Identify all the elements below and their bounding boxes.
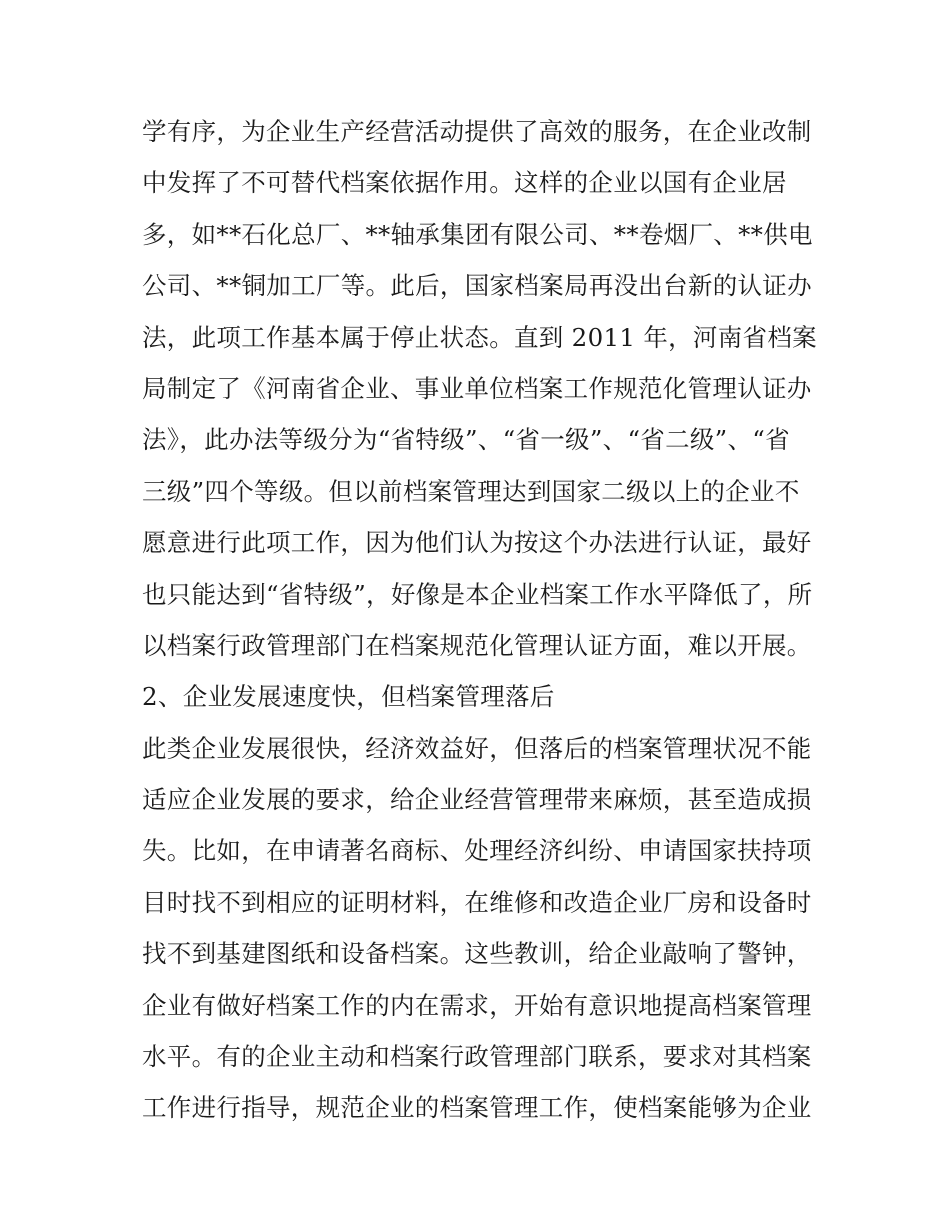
text-line: 目时找不到相应的证明材料，在维修和改造企业厂房和设备时 — [142, 887, 812, 917]
text-line: 学有序，为企业生产经营活动提供了高效的服务，在企业改制 — [142, 117, 812, 146]
text-line: 愿意进行此项工作，因为他们认为按这个办法进行认证，最好 — [142, 528, 812, 558]
text-line: 也只能达到“省特级”，好像是本企业档案工作水平降低了，所 — [142, 579, 813, 609]
text-line: 以档案行政管理部门在档案规范化管理认证方面，难以开展。 — [142, 630, 812, 660]
text-line: 三级”四个等级。但以前档案管理达到国家二级以上的企业不 — [142, 476, 800, 506]
text-line: 此类企业发展很快，经济效益好，但落后的档案管理状况不能 — [142, 733, 812, 763]
text-line: 失。比如，在申请著名商标、处理经济纠纷、申请国家扶持项 — [142, 836, 812, 866]
text-line: 中发挥了不可替代档案依据作用。这样的企业以国有企业居 — [142, 168, 787, 198]
body-text — [142, 106, 822, 1134]
text-line: 局制定了《河南省企业、事业单位档案工作规范化管理认证办 — [142, 373, 812, 403]
text-line: 法》，此办法等级分为“省特级”、“省一级”、“省二级”、“省 — [142, 425, 790, 455]
text-line: 找不到基建图纸和设备档案。这些教训，给企业敲响了警钟， — [142, 939, 812, 969]
text-line: 水平。有的企业主动和档案行政管理部门联系，要求对其档案 — [142, 1042, 812, 1072]
text-line: 法，此项工作基本属于停止状态。直到 2011 年，河南省档案 — [142, 322, 817, 352]
text-line: 公司、**铜加工厂等。此后，国家档案局再没出台新的认证办 — [142, 271, 812, 301]
text-line: 企业有做好档案工作的内在需求，开始有意识地提高档案管理 — [142, 990, 812, 1020]
section-heading: 2、企业发展速度快，但档案管理落后 — [142, 682, 555, 712]
text-line: 多，如**石化总厂、**轴承集团有限公司、**卷烟厂、**供电 — [142, 219, 813, 249]
text-line: 工作进行指导，规范企业的档案管理工作，使档案能够为企业 — [142, 1093, 812, 1123]
text-line: 适应企业发展的要求，给企业经营管理带来麻烦，甚至造成损 — [142, 785, 812, 815]
